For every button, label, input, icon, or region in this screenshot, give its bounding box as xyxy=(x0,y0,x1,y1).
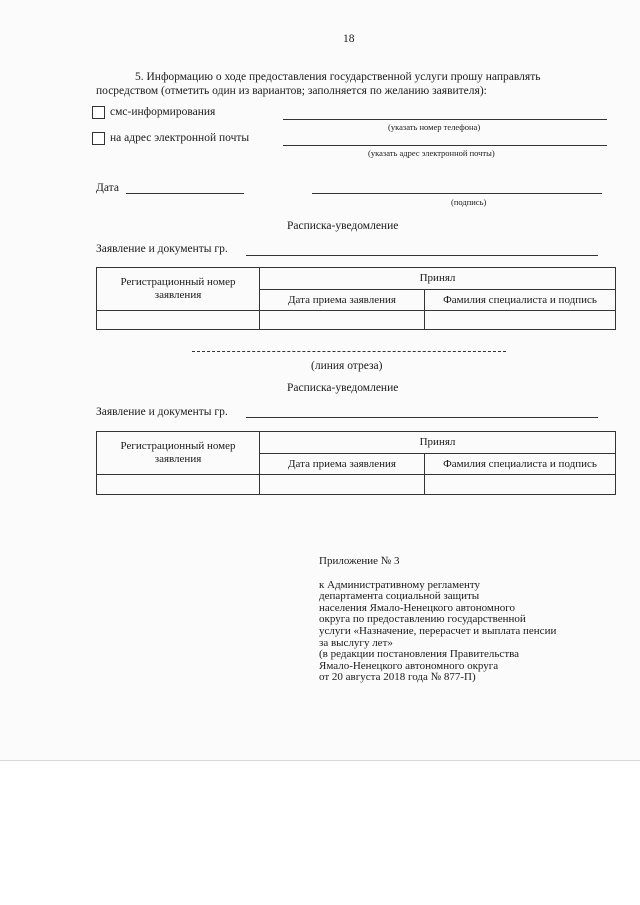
date-cell[interactable] xyxy=(260,475,425,495)
appendix-line: к Административному регламенту xyxy=(319,578,481,591)
appendix-line: от 20 августа 2018 года № 877-П) xyxy=(319,671,476,684)
appendix-line: (в редакции постановления Правительства xyxy=(319,648,520,661)
sms-checkbox[interactable] xyxy=(92,106,105,119)
appendix-title: Приложение № 3 xyxy=(319,555,400,567)
specialist-cell[interactable] xyxy=(425,475,616,495)
appendix-line: округа по предоставлению государственной xyxy=(319,613,526,626)
item5-line2: посредством (отметить один из вариантов; заполняется по желанию заявителя): xyxy=(96,85,487,97)
item5-line1: 5. Информацию о ходе предоставления государственной услуги прошу направлять xyxy=(135,71,541,83)
appendix-line: Ямало-Ненецкого автономного округа xyxy=(319,659,499,672)
page-number: 18 xyxy=(343,33,355,45)
applicant-name-line-2[interactable] xyxy=(246,417,598,418)
accepted-header: Принял xyxy=(260,268,616,290)
specialist-column-header: Фамилия специалиста и подпись xyxy=(425,290,616,311)
date-column-header: Дата приема заявления xyxy=(260,290,425,311)
date-column-header: Дата приема заявления xyxy=(260,454,425,475)
sms-option-label: смс-информирования xyxy=(110,106,216,118)
receipt-title-2: Расписка-уведомление xyxy=(287,382,399,394)
cut-line-label: (линия отреза) xyxy=(311,360,383,372)
date-label: Дата xyxy=(96,182,119,194)
specialist-cell[interactable] xyxy=(425,311,616,330)
appendix-line: услуги «Назначение, перерасчет и выплата пенсии xyxy=(319,624,557,637)
reg-number-cell[interactable] xyxy=(97,311,260,330)
appendix-line: за выслугу лет» xyxy=(319,636,393,649)
date-cell[interactable] xyxy=(260,311,425,330)
appendix-block xyxy=(319,556,556,684)
appendix-line: населения Ямало-Ненецкого автономного xyxy=(319,601,515,614)
receipt-statement-2: Заявление и документы гр. xyxy=(96,406,228,418)
email-option-label: на адрес электронной почты xyxy=(110,132,250,144)
reg-number-header-line1: Регистрационный номер xyxy=(120,276,236,288)
email-checkbox[interactable] xyxy=(92,132,105,145)
accepted-header: Принял xyxy=(260,432,616,454)
reg-number-header xyxy=(97,432,260,475)
appendix-line: департамента социальной защиты xyxy=(319,590,480,603)
signature-hint: (подпись) xyxy=(451,197,487,207)
reg-number-header-line2: заявления xyxy=(154,453,202,465)
receipt-statement: Заявление и документы гр. xyxy=(96,243,228,255)
reg-number-header xyxy=(97,268,260,311)
cut-line xyxy=(192,351,506,352)
reg-number-header-line1: Регистрационный номер xyxy=(120,440,236,452)
phone-number-hint: (указать номер телефона) xyxy=(388,122,481,132)
receipt-title: Расписка-уведомление xyxy=(287,220,399,232)
reg-number-header-line2: заявления xyxy=(154,289,202,301)
reg-number-cell[interactable] xyxy=(97,475,260,495)
receipt-table xyxy=(96,267,616,330)
specialist-column-header: Фамилия специалиста и подпись xyxy=(425,454,616,475)
phone-number-line[interactable] xyxy=(283,119,607,120)
receipt-table-2 xyxy=(96,431,616,495)
signature-line[interactable] xyxy=(312,193,602,194)
date-line[interactable] xyxy=(126,193,244,194)
email-address-hint: (указать адрес электронной почты) xyxy=(368,148,495,158)
email-address-line[interactable] xyxy=(283,145,607,146)
applicant-name-line[interactable] xyxy=(246,255,598,256)
